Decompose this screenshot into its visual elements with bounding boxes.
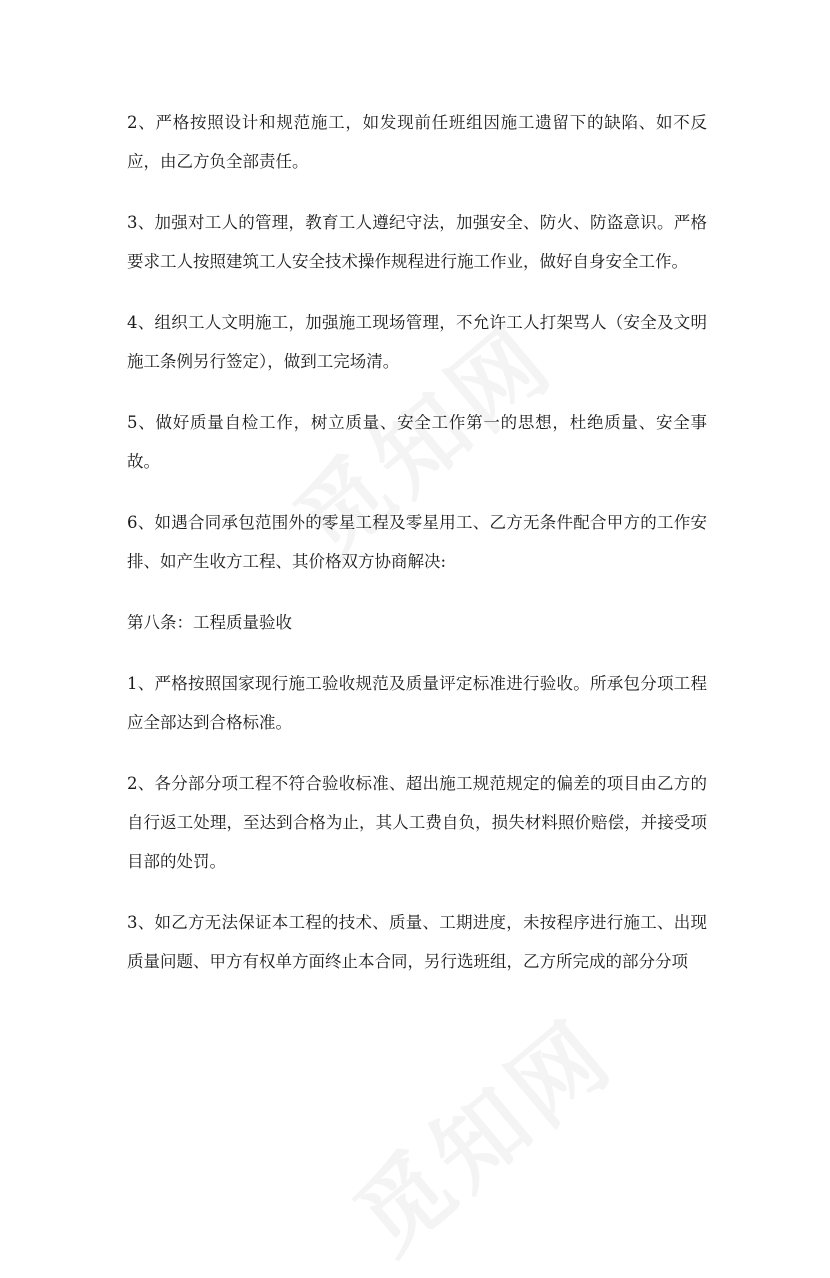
- clause-paragraph: 2、严格按照设计和规范施工，如发现前任班组因施工遗留下的缺陷、如不反应，由乙方负全部责任。: [127, 113, 707, 171]
- clause-paragraph: 1、严格按照国家现行施工验收规范及质量评定标准进行验收。所承包分项工程应全部达到合格标准。: [127, 674, 707, 732]
- watermark: [323, 984, 638, 1278]
- section-heading: 第八条：工程质量验收: [127, 613, 292, 632]
- clause-paragraph: 4、组织工人文明施工，加强施工现场管理，不允许工人打架骂人（安全及文明施工条例另行签定），做到工完场清。: [127, 313, 707, 371]
- clause-paragraph: 2、各分部分项工程不符合验收标准、超出施工规范规定的偏差的项目由乙方的自行返工处理，至达到合格为止，其人工费自负，损失材料照价赔偿，并接受项目部的处罚。: [127, 774, 707, 871]
- clause-paragraph: 3、如乙方无法保证本工程的技术、质量、工期进度，未按程序进行施工、出现质量问题、甲方有权单方面终止本合同，另行选班组，乙方所完成的部分分项: [127, 913, 707, 971]
- clause-paragraph: 3、加强对工人的管理，教育工人遵纪守法，加强安全、防火、防盗意识。严格要求工人按照建筑工人安全技术操作规程进行施工作业，做好自身安全工作。: [127, 213, 707, 271]
- clause-paragraph: 6、如遇合同承包范围外的零星工程及零星用工、乙方无条件配合甲方的工作安排、如产生收方工程、其价格双方协商解决:: [127, 513, 707, 571]
- document-body: [127, 103, 707, 1003]
- clause-paragraph: 5、做好质量自检工作，树立质量、安全工作第一的思想，杜绝质量、安全事故。: [127, 413, 707, 471]
